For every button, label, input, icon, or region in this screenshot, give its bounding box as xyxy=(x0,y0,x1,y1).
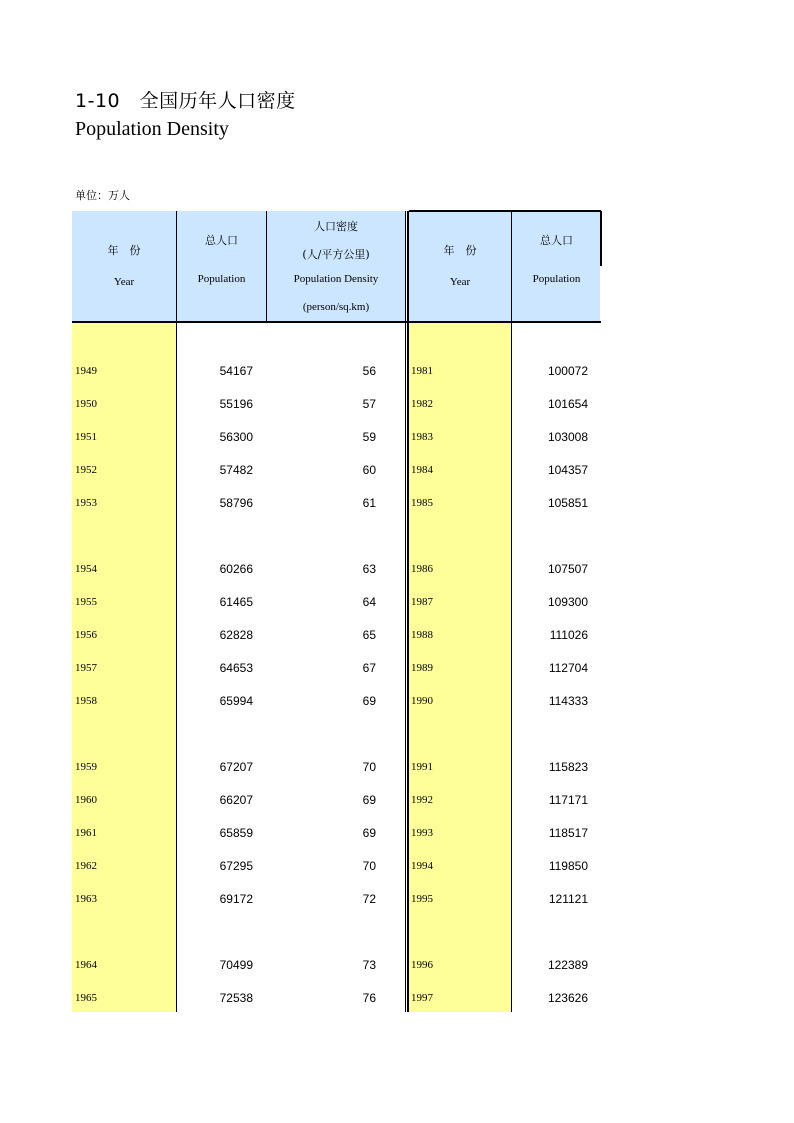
right-row-population: 109300 xyxy=(547,595,588,609)
header-year-en: Year xyxy=(113,276,135,288)
left-row-population: 64653 xyxy=(219,661,253,675)
left-row-year: 1963 xyxy=(75,893,97,905)
left-row-year: 1950 xyxy=(75,398,97,410)
left-row-year: 1958 xyxy=(75,695,97,707)
left-row-population: 69172 xyxy=(219,892,253,906)
left-row-density: 69 xyxy=(362,826,376,840)
header-pop-zh-right: 总人口 xyxy=(540,234,573,247)
right-row-population: 122389 xyxy=(547,958,588,972)
divider-pop-density xyxy=(266,211,267,322)
left-row-density: 64 xyxy=(362,595,376,609)
left-row-population: 61465 xyxy=(219,595,253,609)
divider-double-b xyxy=(407,211,409,1012)
left-row-year: 1951 xyxy=(75,431,97,443)
header-density-en: Population Density xyxy=(293,273,379,285)
left-row-population: 55196 xyxy=(219,397,253,411)
table-title-zh: 1-10 全国历年人口密度 xyxy=(75,90,296,112)
right-row-population: 115823 xyxy=(548,760,588,774)
left-row-density: 69 xyxy=(362,793,376,807)
right-row-population: 117171 xyxy=(548,793,588,807)
left-row-density: 56 xyxy=(362,364,376,378)
left-row-year: 1952 xyxy=(75,464,97,476)
right-row-year: 1984 xyxy=(411,464,433,476)
right-row-population: 100072 xyxy=(547,364,588,378)
left-row-year: 1962 xyxy=(75,860,97,872)
right-row-population: 111026 xyxy=(549,628,588,642)
right-row-year: 1994 xyxy=(411,860,433,872)
left-row-population: 66207 xyxy=(219,793,253,807)
right-row-population: 103008 xyxy=(547,430,588,444)
divider-year-pop-left xyxy=(176,211,177,1012)
divider-double-a xyxy=(405,211,406,1012)
left-row-year: 1956 xyxy=(75,629,97,641)
left-row-year: 1964 xyxy=(75,959,97,971)
table-title-en: Population Density xyxy=(75,118,229,140)
right-row-year: 1997 xyxy=(411,992,433,1004)
left-row-density: 63 xyxy=(362,562,376,576)
left-row-density: 69 xyxy=(362,694,376,708)
left-row-density: 60 xyxy=(362,463,376,477)
header-density-unit-en: (person/sq.km) xyxy=(302,301,370,313)
left-row-year: 1949 xyxy=(75,365,97,377)
left-row-year: 1965 xyxy=(75,992,97,1004)
left-row-population: 67207 xyxy=(219,760,253,774)
left-row-year: 1960 xyxy=(75,794,97,806)
left-row-population: 56300 xyxy=(219,430,253,444)
right-row-year: 1988 xyxy=(411,629,433,641)
left-row-population: 57482 xyxy=(219,463,253,477)
left-row-population: 65994 xyxy=(219,694,253,708)
left-row-density: 70 xyxy=(362,760,376,774)
header-top-border-right xyxy=(409,210,601,212)
left-row-density: 73 xyxy=(362,958,376,972)
header-pop-en: Population xyxy=(197,273,246,285)
left-row-density: 59 xyxy=(362,430,376,444)
left-row-population: 70499 xyxy=(219,958,253,972)
left-row-year: 1959 xyxy=(75,761,97,773)
right-row-year: 1991 xyxy=(411,761,433,773)
right-row-population: 123626 xyxy=(547,991,588,1005)
right-row-year: 1982 xyxy=(411,398,433,410)
unit-label: 单位：万人 xyxy=(75,189,130,202)
left-row-population: 72538 xyxy=(219,991,253,1005)
right-row-year: 1989 xyxy=(411,662,433,674)
left-row-population: 54167 xyxy=(219,364,253,378)
right-row-year: 1990 xyxy=(411,695,433,707)
header-year-zh: 年 份 xyxy=(107,244,141,257)
header-density-zh: 人口密度 xyxy=(314,220,358,233)
right-row-population: 101654 xyxy=(547,397,588,411)
right-row-year: 1993 xyxy=(411,827,433,839)
left-row-density: 72 xyxy=(362,892,376,906)
header-right-edge xyxy=(600,211,602,266)
right-row-year: 1983 xyxy=(411,431,433,443)
right-row-population: 104357 xyxy=(547,463,588,477)
left-row-year: 1961 xyxy=(75,827,97,839)
right-row-year: 1995 xyxy=(411,893,433,905)
left-row-population: 62828 xyxy=(219,628,253,642)
left-row-population: 60266 xyxy=(219,562,253,576)
divider-year-pop-right xyxy=(511,211,512,1012)
right-row-year: 1992 xyxy=(411,794,433,806)
left-row-density: 65 xyxy=(362,628,376,642)
header-pop-en-right: Population xyxy=(532,273,581,285)
right-row-year: 1981 xyxy=(411,365,433,377)
header-density-unit-zh: (人/平方公里) xyxy=(302,248,370,261)
right-row-population: 107507 xyxy=(547,562,588,576)
left-row-density: 70 xyxy=(362,859,376,873)
left-row-year: 1954 xyxy=(75,563,97,575)
left-row-density: 76 xyxy=(362,991,376,1005)
left-row-year: 1953 xyxy=(75,497,97,509)
right-row-population: 121121 xyxy=(548,892,588,906)
left-row-population: 58796 xyxy=(219,496,253,510)
left-row-year: 1957 xyxy=(75,662,97,674)
left-row-year: 1955 xyxy=(75,596,97,608)
right-row-population: 112704 xyxy=(548,661,588,675)
right-row-year: 1985 xyxy=(411,497,433,509)
right-row-year: 1996 xyxy=(411,959,433,971)
left-row-density: 61 xyxy=(362,496,376,510)
header-year-zh-right: 年 份 xyxy=(443,244,477,257)
header-pop-zh: 总人口 xyxy=(205,234,238,247)
right-row-year: 1987 xyxy=(411,596,433,608)
left-row-population: 67295 xyxy=(219,859,253,873)
right-row-population: 105851 xyxy=(547,496,588,510)
right-row-year: 1986 xyxy=(411,563,433,575)
left-row-density: 67 xyxy=(362,661,376,675)
header-right-bg xyxy=(409,211,600,321)
left-row-population: 65859 xyxy=(219,826,253,840)
right-row-population: 118517 xyxy=(548,826,588,840)
right-row-population: 119850 xyxy=(548,859,588,873)
header-year-en-right: Year xyxy=(449,276,471,288)
left-row-density: 57 xyxy=(362,397,376,411)
right-row-population: 114333 xyxy=(548,694,588,708)
